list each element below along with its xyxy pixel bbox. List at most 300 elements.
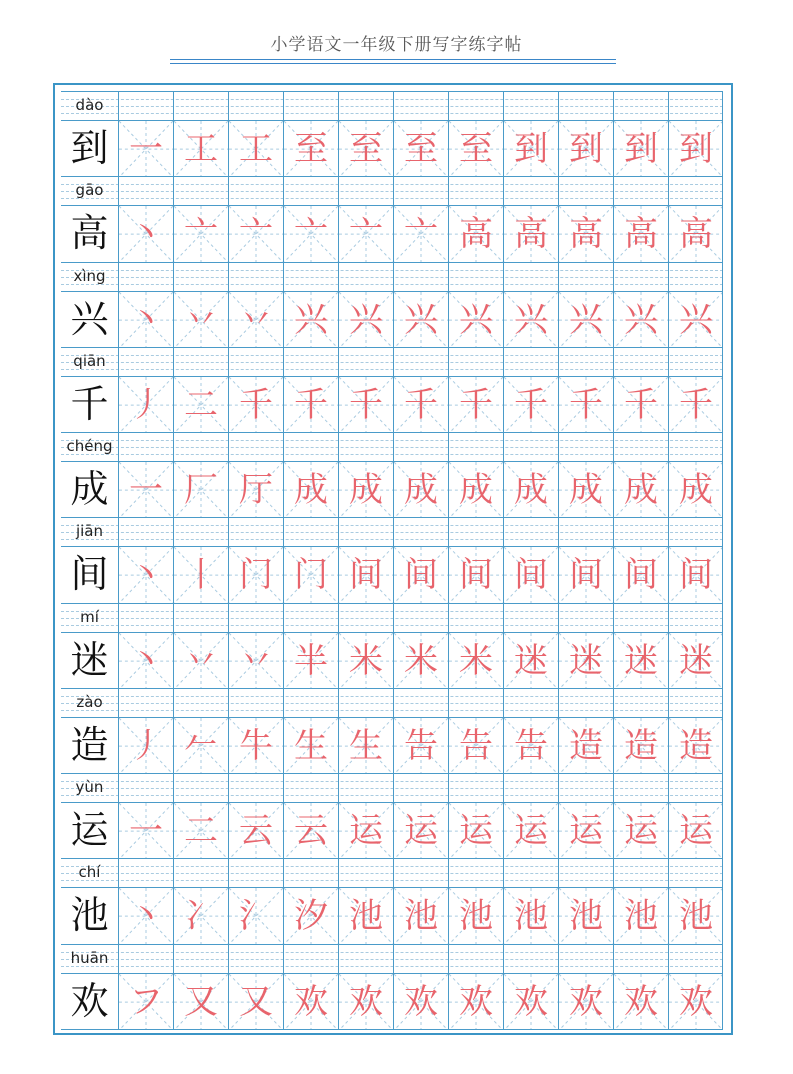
- character-band: [61, 546, 723, 602]
- trace-cell[interactable]: [558, 803, 613, 859]
- trace-cell[interactable]: [668, 377, 723, 433]
- trace-cell[interactable]: [448, 292, 503, 348]
- pinyin-band: [61, 688, 723, 717]
- trace-stroke-step: 千: [294, 384, 328, 425]
- practice-row: [61, 517, 723, 602]
- trace-cell[interactable]: [118, 803, 173, 859]
- column-divider: [283, 945, 284, 974]
- trace-cell[interactable]: [393, 888, 448, 944]
- trace-cell[interactable]: [448, 121, 503, 177]
- trace-cell[interactable]: [173, 206, 228, 262]
- trace-stroke-step: 成: [514, 470, 548, 511]
- trace-cell[interactable]: [118, 206, 173, 262]
- column-divider: [558, 859, 559, 888]
- trace-stroke-step: 池: [404, 896, 438, 937]
- column-divider: [448, 263, 449, 292]
- column-divider: [118, 263, 119, 292]
- trace-cell[interactable]: [558, 121, 613, 177]
- trace-cell[interactable]: [558, 377, 613, 433]
- trace-stroke-step: 兴: [569, 299, 603, 340]
- trace-cell[interactable]: [228, 633, 283, 689]
- trace-cell[interactable]: [118, 292, 173, 348]
- title-underline-double: [170, 63, 616, 64]
- trace-stroke-step: 欢: [459, 981, 493, 1022]
- trace-stroke-step: 二: [184, 384, 218, 425]
- trace-cell[interactable]: [448, 888, 503, 944]
- column-divider: [668, 433, 669, 462]
- character-band: [61, 205, 723, 261]
- column-divider: [722, 859, 723, 888]
- column-divider: [613, 689, 614, 718]
- column-divider: [228, 263, 229, 292]
- trace-cell[interactable]: [283, 206, 338, 262]
- trace-stroke-step: 间: [624, 555, 658, 596]
- trace-cell[interactable]: [558, 206, 613, 262]
- pinyin-guide-line: [61, 525, 723, 526]
- trace-cell[interactable]: [283, 547, 338, 603]
- trace-cell[interactable]: [613, 377, 668, 433]
- trace-cell[interactable]: [613, 888, 668, 944]
- trace-stroke-step: 欢: [569, 981, 603, 1022]
- trace-cell[interactable]: [503, 633, 558, 689]
- trace-cell[interactable]: [283, 974, 338, 1030]
- column-divider: [613, 177, 614, 206]
- trace-cell[interactable]: [503, 803, 558, 859]
- trace-stroke-step: 工: [184, 129, 218, 169]
- trace-cell[interactable]: [228, 292, 283, 348]
- character-band: [61, 802, 723, 858]
- trace-cell[interactable]: [228, 547, 283, 603]
- pinyin-guide-line: [61, 781, 723, 782]
- column-divider: [393, 92, 394, 121]
- trace-stroke-step: 池: [569, 896, 603, 937]
- column-divider: [393, 177, 394, 206]
- trace-cell[interactable]: [613, 718, 668, 774]
- model-character-cell: [61, 462, 118, 518]
- trace-cell[interactable]: [558, 547, 613, 603]
- column-divider: [722, 774, 723, 803]
- trace-stroke-step: 高: [679, 214, 713, 255]
- trace-stroke-step: 生: [349, 725, 383, 766]
- trace-cell[interactable]: [448, 633, 503, 689]
- trace-stroke-step: 兴: [624, 299, 658, 340]
- trace-stroke-step: 汐: [294, 896, 328, 937]
- trace-cell[interactable]: [393, 206, 448, 262]
- trace-cell[interactable]: [503, 377, 558, 433]
- trace-cell[interactable]: [283, 803, 338, 859]
- column-divider: [118, 604, 119, 633]
- trace-stroke-step: 迷: [624, 640, 658, 681]
- column-divider: [173, 774, 174, 803]
- trace-cell[interactable]: [173, 974, 228, 1030]
- trace-cell[interactable]: [668, 292, 723, 348]
- trace-stroke-step: 告: [514, 725, 548, 766]
- trace-cell[interactable]: [503, 718, 558, 774]
- column-divider: [722, 633, 723, 689]
- trace-cell[interactable]: [668, 547, 723, 603]
- trace-cell[interactable]: [338, 633, 393, 689]
- pinyin-band: [61, 91, 723, 120]
- trace-cell[interactable]: [668, 633, 723, 689]
- trace-stroke-step: 千: [569, 384, 603, 425]
- trace-cell[interactable]: [558, 633, 613, 689]
- column-divider: [448, 433, 449, 462]
- column-divider: [228, 518, 229, 547]
- pinyin-guide-line: [61, 696, 723, 697]
- column-divider: [558, 774, 559, 803]
- trace-cell[interactable]: [118, 377, 173, 433]
- column-divider: [448, 689, 449, 718]
- character-band: [61, 717, 723, 773]
- trace-cell[interactable]: [558, 462, 613, 518]
- trace-cell[interactable]: [338, 547, 393, 603]
- trace-cell[interactable]: [338, 121, 393, 177]
- column-divider: [558, 263, 559, 292]
- column-divider: [613, 945, 614, 974]
- character-band: [61, 461, 723, 517]
- trace-cell[interactable]: [668, 206, 723, 262]
- trace-stroke-step: 工: [239, 129, 273, 169]
- trace-cell[interactable]: [613, 547, 668, 603]
- column-divider: [722, 974, 723, 1030]
- trace-cell[interactable]: [393, 292, 448, 348]
- trace-stroke-step: 欢: [294, 981, 328, 1022]
- column-divider: [118, 348, 119, 377]
- column-divider: [722, 547, 723, 603]
- trace-stroke-step: 千: [404, 384, 438, 425]
- column-divider: [338, 604, 339, 633]
- trace-cell[interactable]: [173, 377, 228, 433]
- practice-row: [61, 347, 723, 432]
- pinyin-guide-line: [61, 703, 723, 704]
- column-divider: [393, 518, 394, 547]
- column-divider: [393, 774, 394, 803]
- trace-cell[interactable]: [503, 292, 558, 348]
- column-divider: [668, 92, 669, 121]
- trace-cell[interactable]: [448, 377, 503, 433]
- column-divider: [722, 292, 723, 348]
- trace-stroke-step: 告: [459, 725, 493, 766]
- trace-stroke-step: 丶: [129, 640, 163, 681]
- trace-stroke-step: 高: [624, 214, 658, 255]
- pinyin-guide-line: [61, 447, 723, 448]
- model-character-cell: [61, 974, 118, 1030]
- trace-cell[interactable]: [118, 718, 173, 774]
- column-divider: [722, 433, 723, 462]
- trace-cell[interactable]: [558, 888, 613, 944]
- trace-stroke-step: 千: [239, 384, 273, 425]
- practice-row: [61, 944, 723, 1029]
- pinyin-guide-line: [61, 277, 723, 278]
- trace-cell[interactable]: [503, 462, 558, 518]
- column-divider: [283, 689, 284, 718]
- column-divider: [722, 945, 723, 974]
- trace-cell[interactable]: [338, 206, 393, 262]
- trace-cell[interactable]: [613, 974, 668, 1030]
- pinyin-guide-line: [61, 369, 723, 370]
- trace-cell[interactable]: [393, 121, 448, 177]
- trace-cell[interactable]: [503, 121, 558, 177]
- trace-cell[interactable]: [668, 803, 723, 859]
- trace-stroke-step: 兴: [459, 299, 493, 340]
- pinyin-guide-line: [61, 710, 723, 711]
- trace-stroke-step: 到: [624, 129, 658, 169]
- trace-cell[interactable]: [228, 974, 283, 1030]
- column-divider: [722, 888, 723, 944]
- character-band: [61, 973, 723, 1029]
- trace-cell[interactable]: [503, 974, 558, 1030]
- model-character: 欢: [70, 978, 109, 1023]
- column-divider: [173, 433, 174, 462]
- trace-cell[interactable]: [613, 292, 668, 348]
- trace-cell[interactable]: [448, 547, 503, 603]
- column-divider: [338, 177, 339, 206]
- trace-cell[interactable]: [173, 292, 228, 348]
- trace-stroke-step: 一: [129, 811, 163, 852]
- trace-cell[interactable]: [228, 803, 283, 859]
- trace-cell[interactable]: [118, 462, 173, 518]
- trace-stroke-step: 米: [404, 640, 438, 681]
- trace-cell[interactable]: [338, 462, 393, 518]
- trace-cell[interactable]: [393, 718, 448, 774]
- column-divider: [228, 774, 229, 803]
- trace-stroke-step: 运: [624, 811, 658, 852]
- trace-cell[interactable]: [228, 377, 283, 433]
- column-divider: [283, 604, 284, 633]
- practice-row: [61, 262, 723, 347]
- column-divider: [173, 348, 174, 377]
- trace-cell[interactable]: [668, 121, 723, 177]
- column-divider: [393, 348, 394, 377]
- column-divider: [613, 774, 614, 803]
- trace-cell[interactable]: [503, 206, 558, 262]
- trace-stroke-step: 池: [624, 896, 658, 937]
- trace-stroke-step: 云: [239, 811, 273, 852]
- trace-cell[interactable]: [173, 547, 228, 603]
- trace-cell[interactable]: [283, 633, 338, 689]
- pinyin-band: [61, 347, 723, 376]
- trace-stroke-step: 欢: [514, 981, 548, 1022]
- column-divider: [722, 92, 723, 121]
- column-divider: [338, 348, 339, 377]
- practice-sheet: [53, 83, 733, 1035]
- trace-stroke-step: 高: [569, 214, 603, 255]
- column-divider: [722, 348, 723, 377]
- column-divider: [283, 774, 284, 803]
- trace-stroke-step: 又: [239, 981, 273, 1022]
- trace-cell[interactable]: [173, 718, 228, 774]
- trace-stroke-step: 迷: [514, 640, 548, 681]
- column-divider: [118, 774, 119, 803]
- trace-cell[interactable]: [338, 718, 393, 774]
- trace-stroke-step: 门: [239, 555, 273, 596]
- practice-row: [61, 688, 723, 773]
- column-divider: [448, 177, 449, 206]
- trace-stroke-step: 迷: [679, 640, 713, 681]
- trace-stroke-step: 造: [624, 725, 658, 766]
- trace-cell[interactable]: [558, 292, 613, 348]
- trace-cell[interactable]: [558, 718, 613, 774]
- column-divider: [173, 177, 174, 206]
- column-divider: [613, 348, 614, 377]
- trace-cell[interactable]: [173, 803, 228, 859]
- trace-cell[interactable]: [228, 206, 283, 262]
- pinyin-guide-line: [61, 795, 723, 796]
- column-divider: [393, 945, 394, 974]
- trace-stroke-step: 生: [294, 725, 328, 766]
- column-divider: [118, 945, 119, 974]
- column-divider: [283, 177, 284, 206]
- trace-stroke-step: 兴: [349, 299, 383, 340]
- trace-cell[interactable]: [118, 888, 173, 944]
- trace-cell[interactable]: [338, 377, 393, 433]
- model-character: 到: [70, 126, 109, 170]
- trace-cell[interactable]: [613, 462, 668, 518]
- trace-stroke-step: 亠: [184, 214, 218, 255]
- trace-stroke-step: 厂: [184, 470, 218, 511]
- trace-stroke-step: 丿: [129, 725, 163, 766]
- trace-stroke-step: 冫: [184, 896, 218, 937]
- trace-cell[interactable]: [118, 633, 173, 689]
- trace-cell[interactable]: [173, 462, 228, 518]
- trace-stroke-step: 成: [679, 470, 713, 511]
- practice-row: [61, 858, 723, 943]
- column-divider: [722, 803, 723, 859]
- column-divider: [503, 348, 504, 377]
- trace-cell[interactable]: [448, 718, 503, 774]
- pinyin-label: zào: [76, 692, 103, 711]
- trace-stroke-step: 池: [349, 896, 383, 937]
- trace-stroke-step: 成: [404, 470, 438, 511]
- trace-stroke-step: 丷: [184, 299, 218, 340]
- trace-stroke-step: 千: [679, 384, 713, 425]
- trace-stroke-step: 兴: [679, 299, 713, 340]
- trace-cell[interactable]: [283, 121, 338, 177]
- column-divider: [668, 859, 669, 888]
- trace-cell[interactable]: [338, 292, 393, 348]
- column-divider: [722, 518, 723, 547]
- column-divider: [558, 604, 559, 633]
- trace-cell[interactable]: [338, 803, 393, 859]
- column-divider: [173, 945, 174, 974]
- column-divider: [503, 689, 504, 718]
- pinyin-guide-line: [61, 788, 723, 789]
- trace-cell[interactable]: [503, 547, 558, 603]
- trace-cell[interactable]: [613, 803, 668, 859]
- trace-cell[interactable]: [228, 888, 283, 944]
- model-character-cell: [61, 803, 118, 859]
- trace-cell[interactable]: [228, 462, 283, 518]
- trace-stroke-step: 又: [184, 981, 218, 1022]
- practice-row: [61, 432, 723, 517]
- pinyin-guide-line: [61, 959, 723, 960]
- trace-cell[interactable]: [338, 888, 393, 944]
- trace-cell[interactable]: [448, 206, 503, 262]
- trace-cell[interactable]: [283, 377, 338, 433]
- trace-cell[interactable]: [173, 888, 228, 944]
- trace-cell[interactable]: [668, 888, 723, 944]
- trace-cell[interactable]: [283, 292, 338, 348]
- pinyin-guide-line: [61, 611, 723, 612]
- trace-cell[interactable]: [283, 718, 338, 774]
- trace-stroke-step: 兴: [404, 299, 438, 340]
- trace-cell[interactable]: [668, 462, 723, 518]
- trace-cell[interactable]: [118, 547, 173, 603]
- column-divider: [173, 263, 174, 292]
- column-divider: [118, 177, 119, 206]
- trace-cell[interactable]: [118, 974, 173, 1030]
- trace-cell[interactable]: [613, 206, 668, 262]
- trace-stroke-step: 亠: [404, 214, 438, 255]
- trace-stroke-step: 云: [294, 811, 328, 852]
- trace-cell[interactable]: [448, 803, 503, 859]
- trace-cell[interactable]: [668, 718, 723, 774]
- trace-stroke-step: 米: [349, 640, 383, 681]
- trace-cell[interactable]: [393, 462, 448, 518]
- trace-stroke-step: 至: [294, 129, 328, 169]
- trace-stroke-step: 兴: [294, 299, 328, 340]
- column-divider: [448, 348, 449, 377]
- column-divider: [393, 689, 394, 718]
- trace-cell[interactable]: [283, 888, 338, 944]
- model-character: 池: [70, 893, 109, 938]
- column-divider: [558, 689, 559, 718]
- trace-cell[interactable]: [393, 974, 448, 1030]
- trace-cell[interactable]: [118, 121, 173, 177]
- trace-cell[interactable]: [558, 974, 613, 1030]
- column-divider: [613, 92, 614, 121]
- column-divider: [228, 177, 229, 206]
- trace-stroke-step: 丷: [239, 640, 273, 681]
- trace-cell[interactable]: [613, 121, 668, 177]
- trace-cell[interactable]: [228, 121, 283, 177]
- pinyin-band: [61, 517, 723, 546]
- trace-cell[interactable]: [448, 462, 503, 518]
- trace-cell[interactable]: [173, 121, 228, 177]
- trace-stroke-step: 丿: [129, 384, 163, 425]
- model-character: 成: [70, 467, 109, 512]
- trace-cell[interactable]: [338, 974, 393, 1030]
- trace-cell[interactable]: [228, 718, 283, 774]
- column-divider: [118, 518, 119, 547]
- trace-cell[interactable]: [393, 547, 448, 603]
- trace-cell[interactable]: [503, 888, 558, 944]
- column-divider: [668, 263, 669, 292]
- trace-cell[interactable]: [393, 803, 448, 859]
- trace-cell[interactable]: [613, 633, 668, 689]
- trace-cell[interactable]: [668, 974, 723, 1030]
- pinyin-band: [61, 858, 723, 887]
- pinyin-label: huān: [70, 948, 109, 967]
- trace-cell[interactable]: [283, 462, 338, 518]
- trace-cell[interactable]: [393, 633, 448, 689]
- trace-cell[interactable]: [173, 633, 228, 689]
- pinyin-band: [61, 432, 723, 461]
- pinyin-label: qiān: [73, 351, 106, 370]
- model-character-cell: [61, 888, 118, 944]
- trace-stroke-step: 运: [514, 811, 548, 852]
- column-divider: [448, 604, 449, 633]
- trace-cell[interactable]: [393, 377, 448, 433]
- pinyin-guide-line: [61, 440, 723, 441]
- trace-cell[interactable]: [448, 974, 503, 1030]
- pinyin-label: chí: [78, 863, 101, 882]
- pinyin-guide-line: [61, 284, 723, 285]
- model-character: 运: [70, 808, 109, 853]
- column-divider: [283, 263, 284, 292]
- column-divider: [448, 774, 449, 803]
- column-divider: [118, 92, 119, 121]
